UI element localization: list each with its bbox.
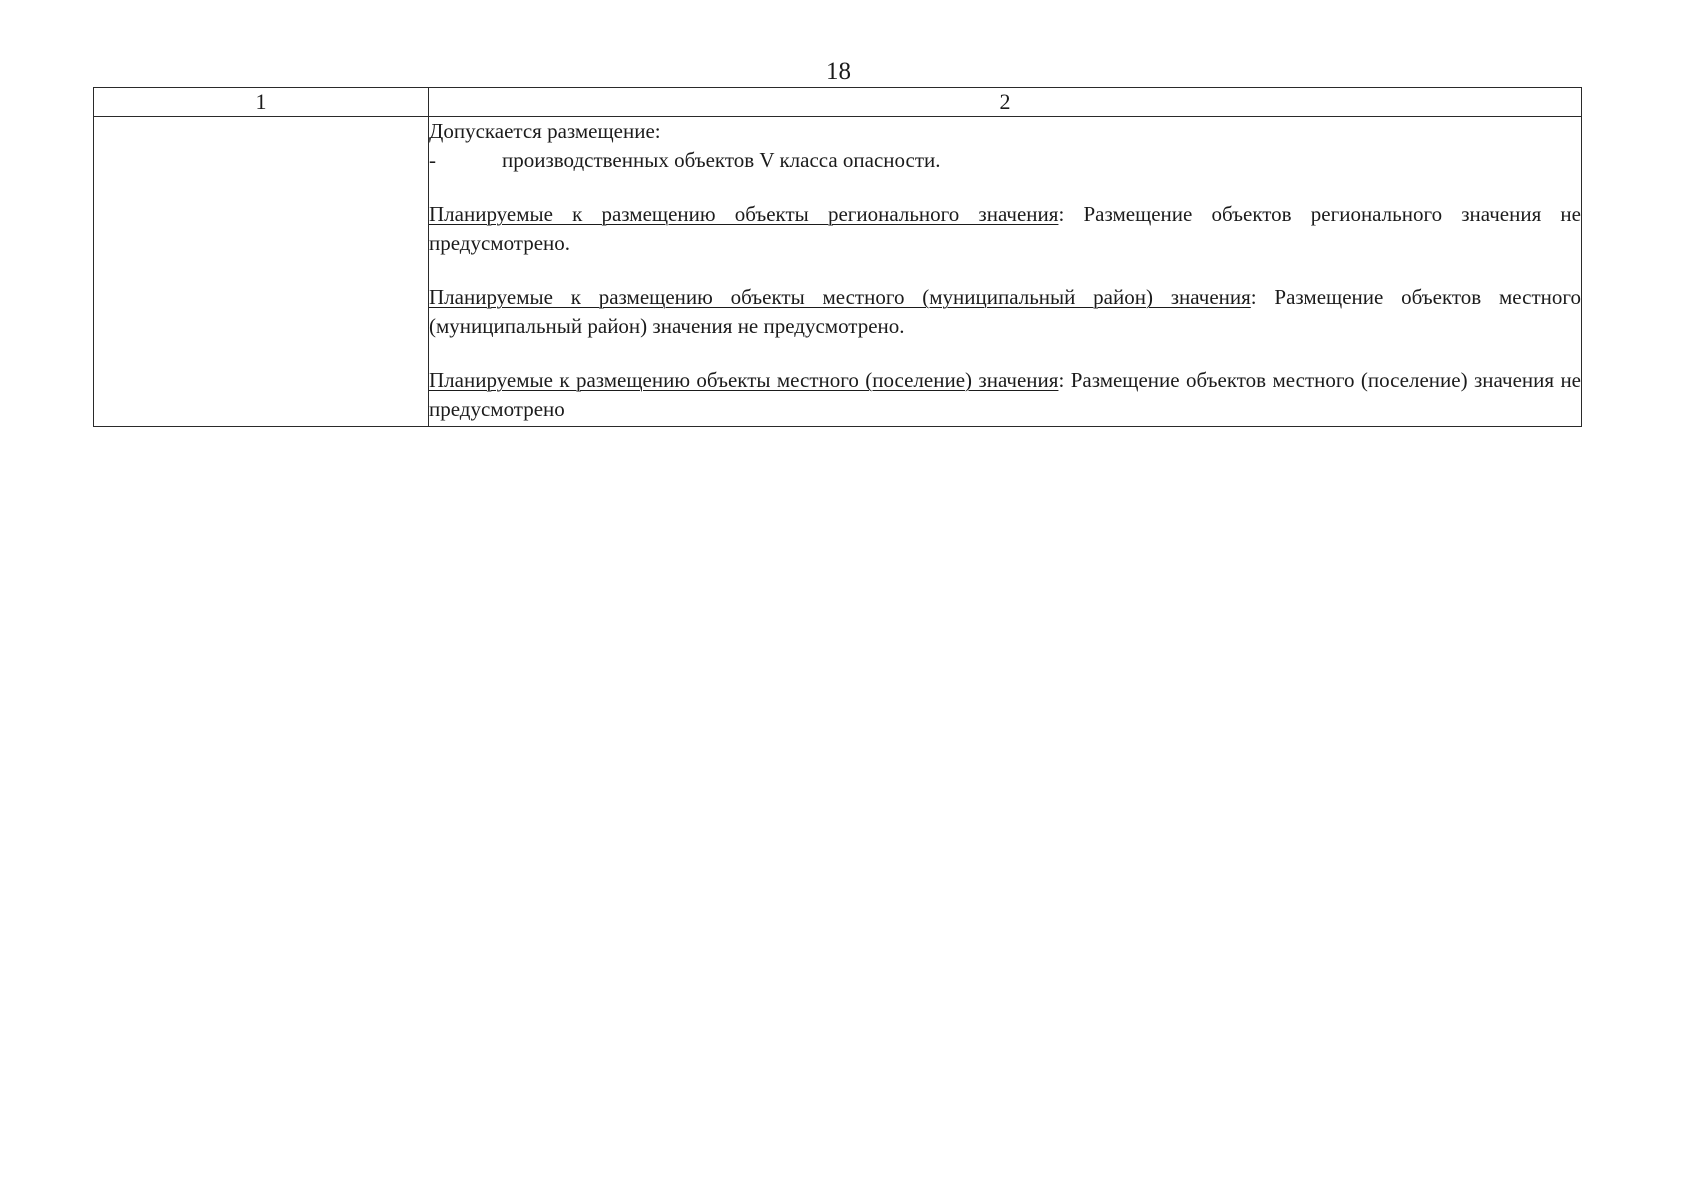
page-number: 18 xyxy=(826,58,851,85)
document-table xyxy=(93,87,1582,427)
settlement-objects-text: : Размещение объектов местного (поселение) значения не предусмотрено xyxy=(429,368,1581,421)
zone-description-cell xyxy=(429,117,1582,427)
column-header-1: 1 xyxy=(94,88,429,117)
permitted-placement-item-text: производственных объектов V класса опасности. xyxy=(502,148,941,172)
district-objects-heading: Планируемые к размещению объекты местного (муниципальный район) значения xyxy=(429,285,1251,309)
column-header-2: 2 xyxy=(429,88,1582,117)
regional-objects-text: : Размещение объектов регионального значения не предусмотрено. xyxy=(429,202,1581,255)
settlement-objects-heading: Планируемые к размещению объекты местного (поселение) значения xyxy=(429,368,1059,392)
permitted-placement-intro: Допускается размещение: xyxy=(429,119,661,143)
settlement-objects-paragraph xyxy=(429,366,1581,424)
table-row xyxy=(94,117,1582,427)
district-objects-text: : Размещение объектов местного (муниципальный район) значения не предусмотрено. xyxy=(429,285,1581,338)
list-bullet: - xyxy=(429,148,436,172)
regional-objects-paragraph xyxy=(429,200,1581,258)
table-header-row xyxy=(94,88,1582,117)
district-objects-paragraph xyxy=(429,283,1581,341)
permitted-placement-item xyxy=(429,146,1581,175)
zone-name-cell xyxy=(94,117,429,427)
regional-objects-heading: Планируемые к размещению объекты регионального значения xyxy=(429,202,1059,226)
